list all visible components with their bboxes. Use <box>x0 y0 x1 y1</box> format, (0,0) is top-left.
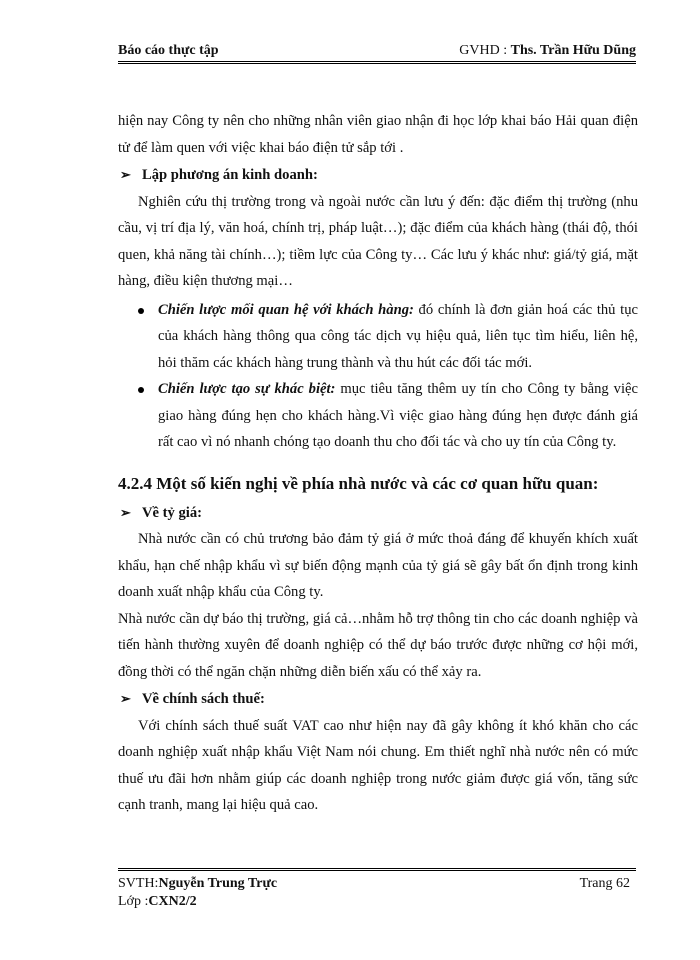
list-item <box>118 376 638 456</box>
paragraph-exchange-rate: Nhà nước cần có chủ trương bảo đảm tỷ giá ở mức thoả đáng để khuyến khích xuất khẩu, hạn chế nhập khẩu vì sự biến động mạnh của tỷ giá sẽ gây bất ổn định trong kinh doanh xuất nhập khẩu của Công ty. <box>118 531 638 600</box>
student-name: Nguyễn Trung Trực <box>158 876 278 891</box>
report-title: Báo cáo thực tập <box>118 43 219 58</box>
class-value: CXN2/2 <box>148 894 197 909</box>
supervisor <box>459 43 636 59</box>
bullet-dot-icon <box>138 308 144 314</box>
section-title: 4.2.4 Một số kiến nghị về phía nhà nước và các cơ quan hữu quan: <box>118 473 599 493</box>
arrow-bullet-icon: ➢ <box>120 167 131 182</box>
bullet-dot-icon <box>138 387 144 393</box>
strategy-term: Chiến lược tạo sự khác biệt: <box>158 381 336 397</box>
paragraph-market-research: Nghiên cứu thị trường trong và ngoài nước cần lưu ý đến: đặc điểm thị trường (nhu cầu, vị trí địa lý, văn hoá, chính trị, pháp luật…); đặc điểm của khách hàng (thái độ, thói quen, khả năng tài chính…); tiềm lực của Công ty… Các lưu ý khác như: giá/tỷ giá, mặt hàng, điều kiện thương mại… <box>118 193 638 289</box>
heading-exchange-rate <box>118 500 638 527</box>
student-label: SVTH: <box>118 876 159 891</box>
footer-class-row <box>118 893 636 911</box>
class-label: Lớp : <box>118 894 149 909</box>
strategy-text: đó chính là đơn giản hoá các thủ tục của khách hàng thông qua công tác dịch vụ hiệu quả, liên tục tìm hiểu, liên hệ, hỏi thăm các khách hàng trung thành và thu hút các đối tác mới. <box>158 301 638 371</box>
page-number: Trang 62 <box>579 876 630 891</box>
heading-text: Lập phương án kinh doanh: <box>142 167 318 183</box>
supervisor-name: Ths. Trần Hữu Dũng <box>510 43 636 58</box>
heading-tax-policy <box>118 686 638 713</box>
page-content <box>118 108 638 819</box>
list-item <box>118 297 638 377</box>
strategy-text: mục tiêu tăng thêm uy tín cho Công ty bằng việc giao hàng đúng hẹn cho khách hàng.Vì việc giao hàng đúng hẹn được đánh giá rất cao vì nó nhanh chóng tạo doanh thu cho đối tác và cho uy tín của Công ty. <box>158 381 638 450</box>
paragraph-market-forecast: Nhà nước cần dự báo thị trường, giá cả…nhằm hỗ trợ thông tin cho các doanh nghiệp và tiến hành thường xuyên để doanh nghiệp có thể dự báo trước được những cơ hội mới, đồng thời có thể ngăn chặn những diễn biến xấu có thể xảy ra. <box>118 610 638 680</box>
page-header <box>118 41 636 64</box>
heading-business-plan <box>118 162 638 189</box>
strategy-list <box>118 297 638 456</box>
heading-text: Về tỷ giá: <box>142 504 202 521</box>
page-footer <box>118 868 636 911</box>
footer-student-row <box>118 875 636 893</box>
paragraph-tax-policy: Với chính sách thuế suất VAT cao như hiện nay đã gây không ít khó khăn cho các doanh nghiệp xuất nhập khẩu Việt Nam nói chung. Em thiết nghĩ nhà nước nên có mức thuế ưu đãi hơn nhằm giúp các doanh nghiệp trong nước giảm được giá vốn, tăng sức cạnh tranh, mang lại hiệu quả cao. <box>118 717 638 813</box>
arrow-bullet-icon: ➢ <box>120 691 131 706</box>
supervisor-label: GVHD : <box>459 43 511 58</box>
paragraph-intro: hiện nay Công ty nên cho những nhân viên giao nhận đi học lớp khai báo Hải quan điện tử để làm quen với việc khai báo điện tử sắp tới . <box>118 113 638 156</box>
arrow-bullet-icon: ➢ <box>120 504 131 520</box>
strategy-term: Chiến lược mối quan hệ với khách hàng: <box>158 301 414 318</box>
heading-text: Về chính sách thuế: <box>142 691 265 707</box>
